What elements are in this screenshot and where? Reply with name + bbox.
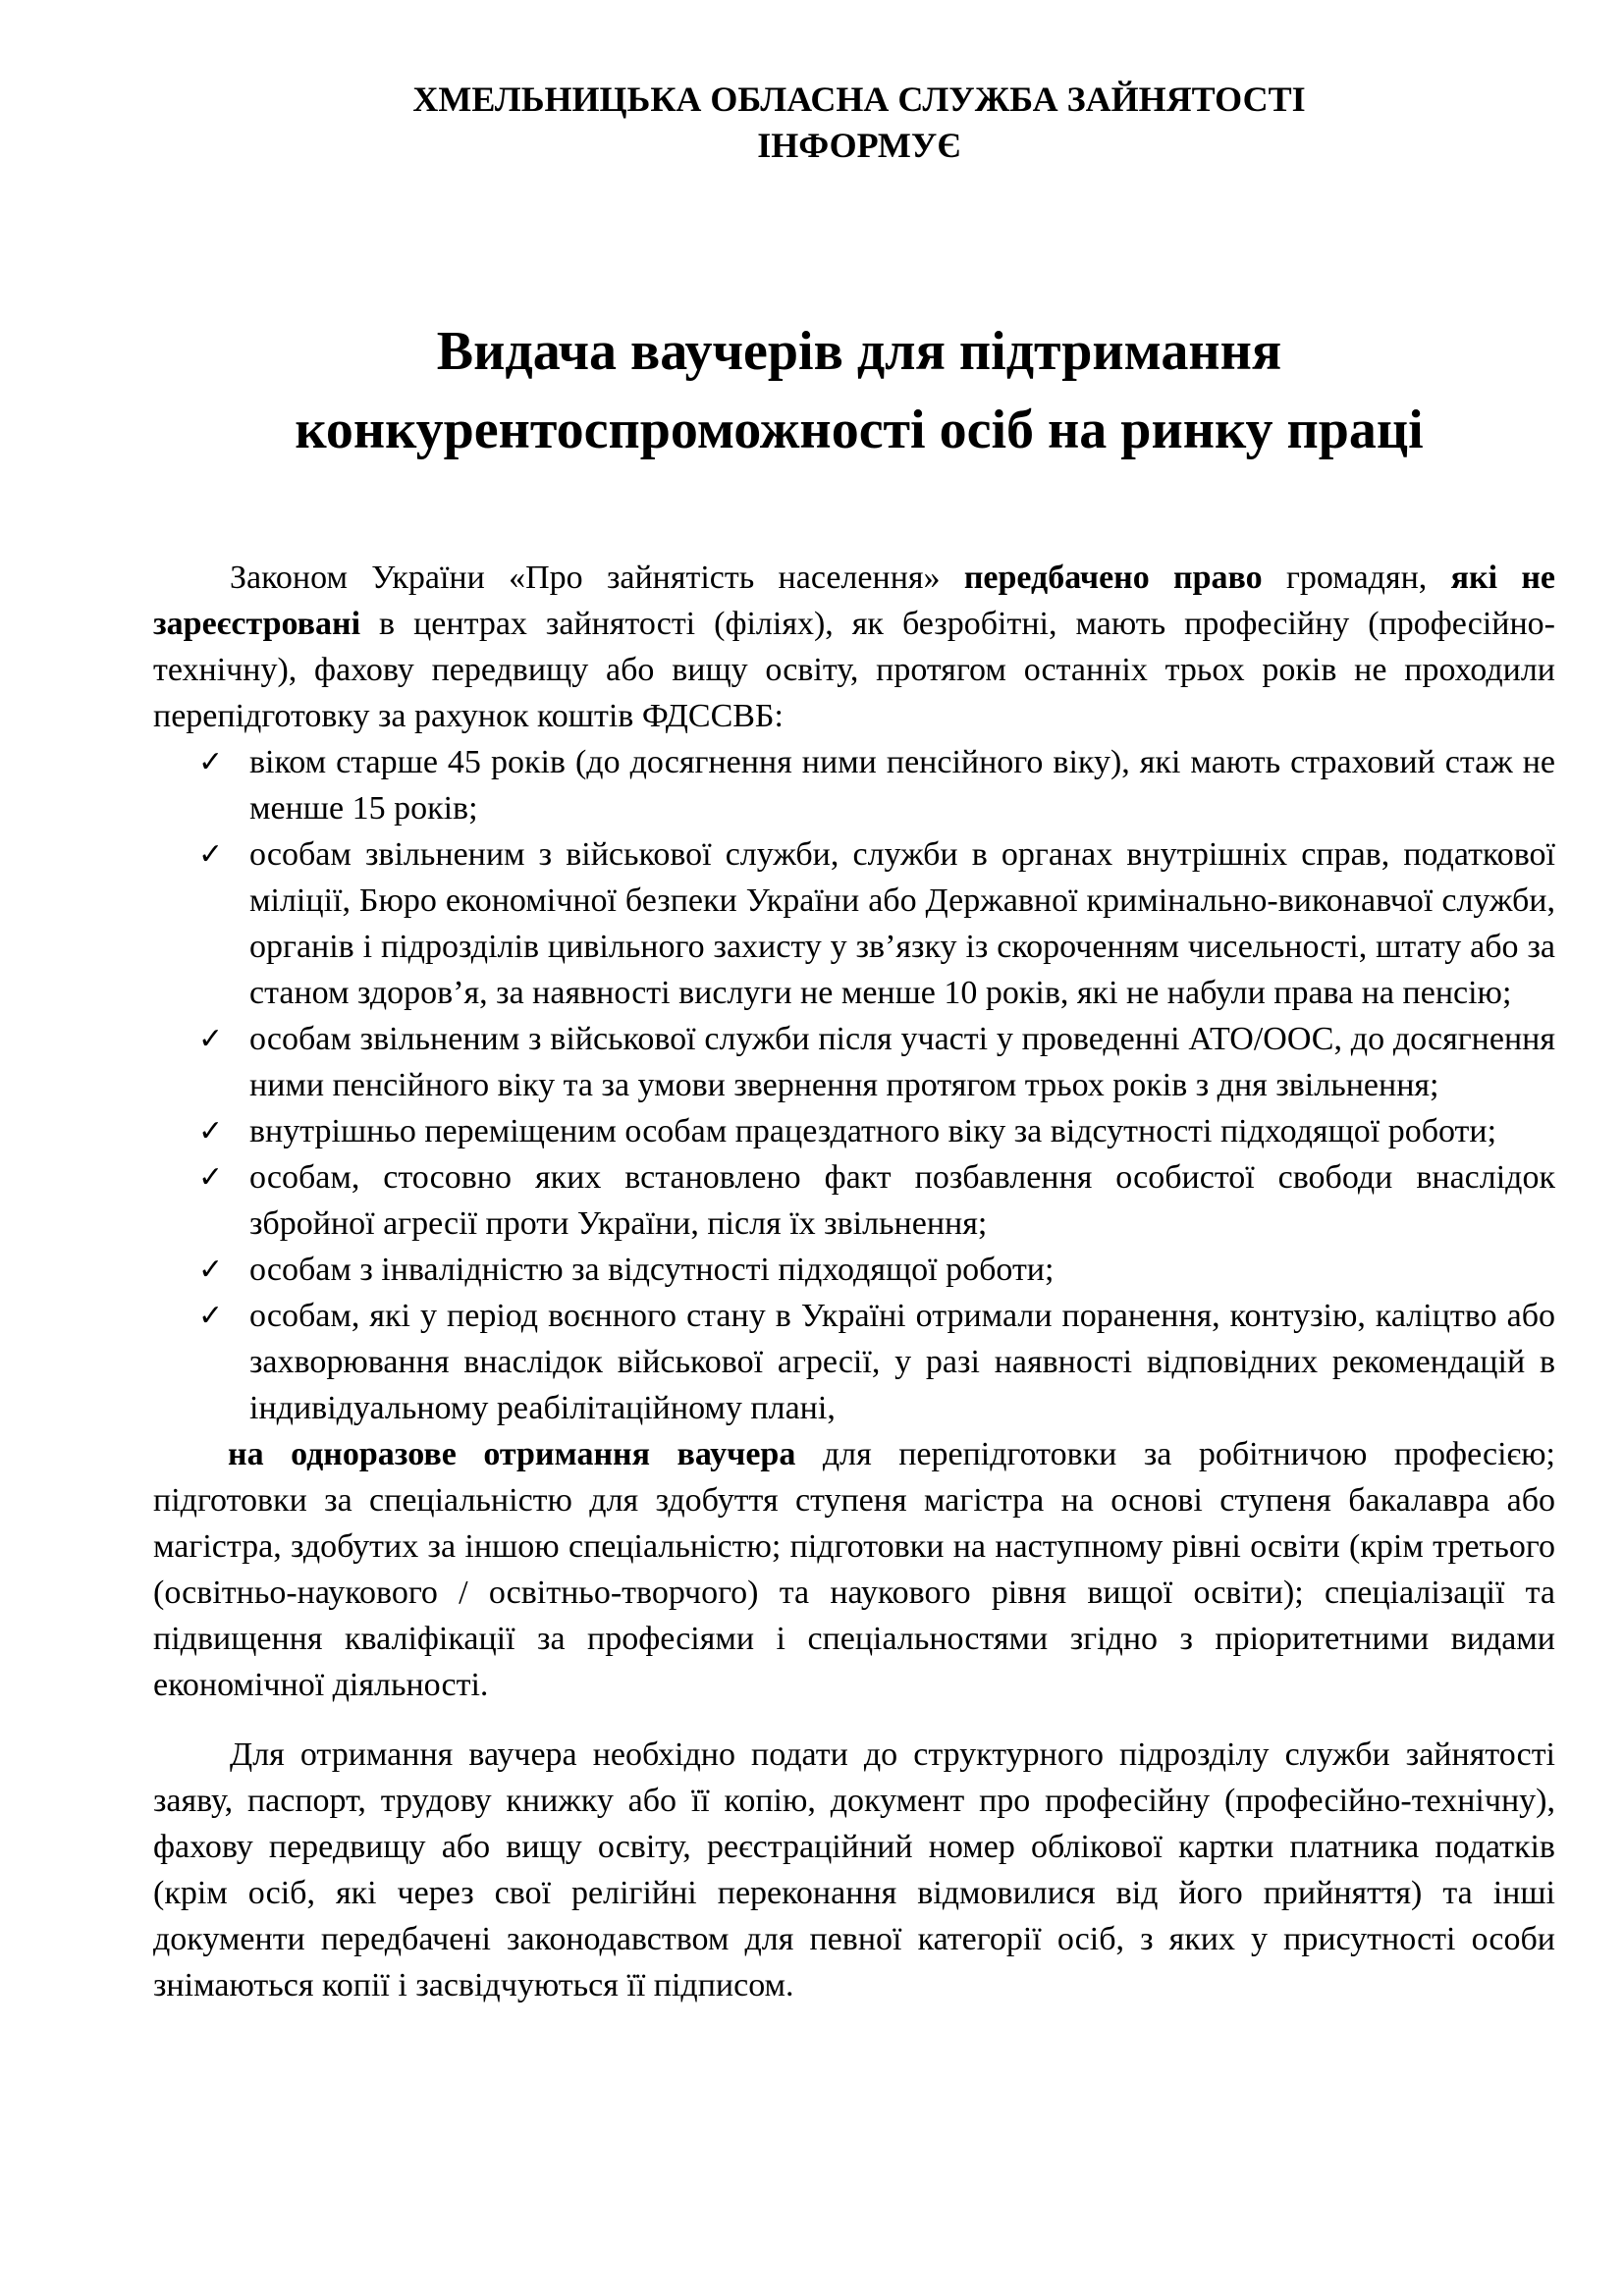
list-item-text: особам, які у період воєнного стану в Україні отримали поранення, контузію, каліцтво або захворювання внаслідок військової агресії, у разі наявності відповідних рекомендацій в індивідуальному реабілітаційному плані, bbox=[249, 1298, 1555, 1426]
document-title-line-1: Видача ваучерів для підтримання bbox=[436, 321, 1282, 382]
list-item-text: особам звільненим з військової служби після участі у проведенні АТО/ООС, до досягнення ними пенсійного віку та за умови звернення протягом трьох років з дня звільнення; bbox=[249, 1021, 1555, 1103]
document-title-line-2: конкурентоспроможності осіб на ринку праці bbox=[295, 400, 1424, 460]
list-item-text: особам з інвалідністю за відсутності підходящої роботи; bbox=[249, 1252, 1055, 1288]
list-item bbox=[198, 1293, 1555, 1431]
document-body bbox=[153, 555, 1555, 2008]
check-icon: ✓ bbox=[198, 837, 224, 872]
header bbox=[157, 77, 1561, 169]
intro-text-3: в центрах зайнятості (філіях), як безробітні, мають професійну (професійно-технічну), фахову передвищу або вищу освіту, протягом останніх трьох років не проходили перепідготовку за рахунок коштів ФДССВБ: bbox=[153, 606, 1555, 734]
voucher-text: для перепідготовки за робітничою професією; підготовки за спеціальністю для здобуття ступеня магістра на основі ступеня бакалавра або магістра, здобутих за іншою спеціальністю; підготовки на наступному рівні освіти (крім третього (освітньо-наукового / освітньо-творчого) та наукового рівня вищої освіти); спеціалізації та підвищення кваліфікації за професіями і спеціальностями згідно з пріоритетними видами економічної діяльності. bbox=[153, 1436, 1555, 1703]
list-item-text: особам, стосовно яких встановлено факт позбавлення особистої свободи внаслідок збройної агресії проти України, після їх звільнення; bbox=[249, 1159, 1555, 1242]
document-title bbox=[157, 312, 1561, 469]
header-informs: ІНФОРМУЄ bbox=[757, 126, 961, 165]
list-item-text: віком старше 45 років (до досягнення ними пенсійного віку), які мають страховий стаж не менше 15 років; bbox=[249, 744, 1555, 827]
intro-text-1: Законом України «Про зайнятість населення» bbox=[230, 560, 964, 596]
voucher-paragraph bbox=[153, 1431, 1555, 1708]
list-item-text: особам звільненим з військової служби, служби в органах внутрішніх справ, податкової міліції, Бюро економічної безпеки України або Державної кримінально-виконавчої служби, органів і підрозділів цивільного захисту у зв’язку із скороченням чисельності, штату або за станом здоров’я, за наявності вислуги не менше 10 років, які не набули права на пенсію; bbox=[249, 836, 1555, 1011]
check-icon: ✓ bbox=[198, 1160, 224, 1195]
list-item bbox=[198, 1247, 1555, 1293]
voucher-bold: на одноразове отримання ваучера bbox=[228, 1436, 796, 1472]
list-item bbox=[198, 831, 1555, 1016]
eligibility-list bbox=[153, 739, 1555, 1431]
list-item bbox=[198, 739, 1555, 831]
check-icon: ✓ bbox=[198, 1114, 224, 1148]
list-item bbox=[198, 1154, 1555, 1247]
check-icon: ✓ bbox=[198, 1299, 224, 1333]
check-icon: ✓ bbox=[198, 745, 224, 779]
intro-paragraph bbox=[153, 555, 1555, 739]
check-icon: ✓ bbox=[198, 1253, 224, 1287]
list-item bbox=[198, 1108, 1555, 1154]
intro-bold-not-registered: які не зареєстровані bbox=[153, 560, 1556, 642]
list-item bbox=[198, 1016, 1555, 1108]
check-icon: ✓ bbox=[198, 1022, 224, 1056]
list-item-text: внутрішньо переміщеним особам працездатного віку за відсутності підходящої роботи; bbox=[249, 1113, 1497, 1149]
intro-text-2: громадян, bbox=[1262, 560, 1451, 596]
intro-bold-right: передбачено право bbox=[963, 560, 1263, 596]
documents-paragraph: Для отримання ваучера необхідно подати до структурного підрозділу служби зайнятості заяву, паспорт, трудову книжку або її копію, документ про професійну (професійно-технічну), фахову передвищу або вищу освіту, реєстраційний номер облікової картки платника податків (крім осіб, які через свої релігійні переконання відмовилися від його прийняття) та інші документи передбачені законодавством для певної категорії осіб, з яких у присутності особи знімаються копії і засвідчуються її підписом. bbox=[153, 1736, 1555, 2003]
header-organization: ХМЕЛЬНИЦЬКА ОБЛАСНА СЛУЖБА ЗАЙНЯТОСТІ bbox=[412, 80, 1306, 119]
